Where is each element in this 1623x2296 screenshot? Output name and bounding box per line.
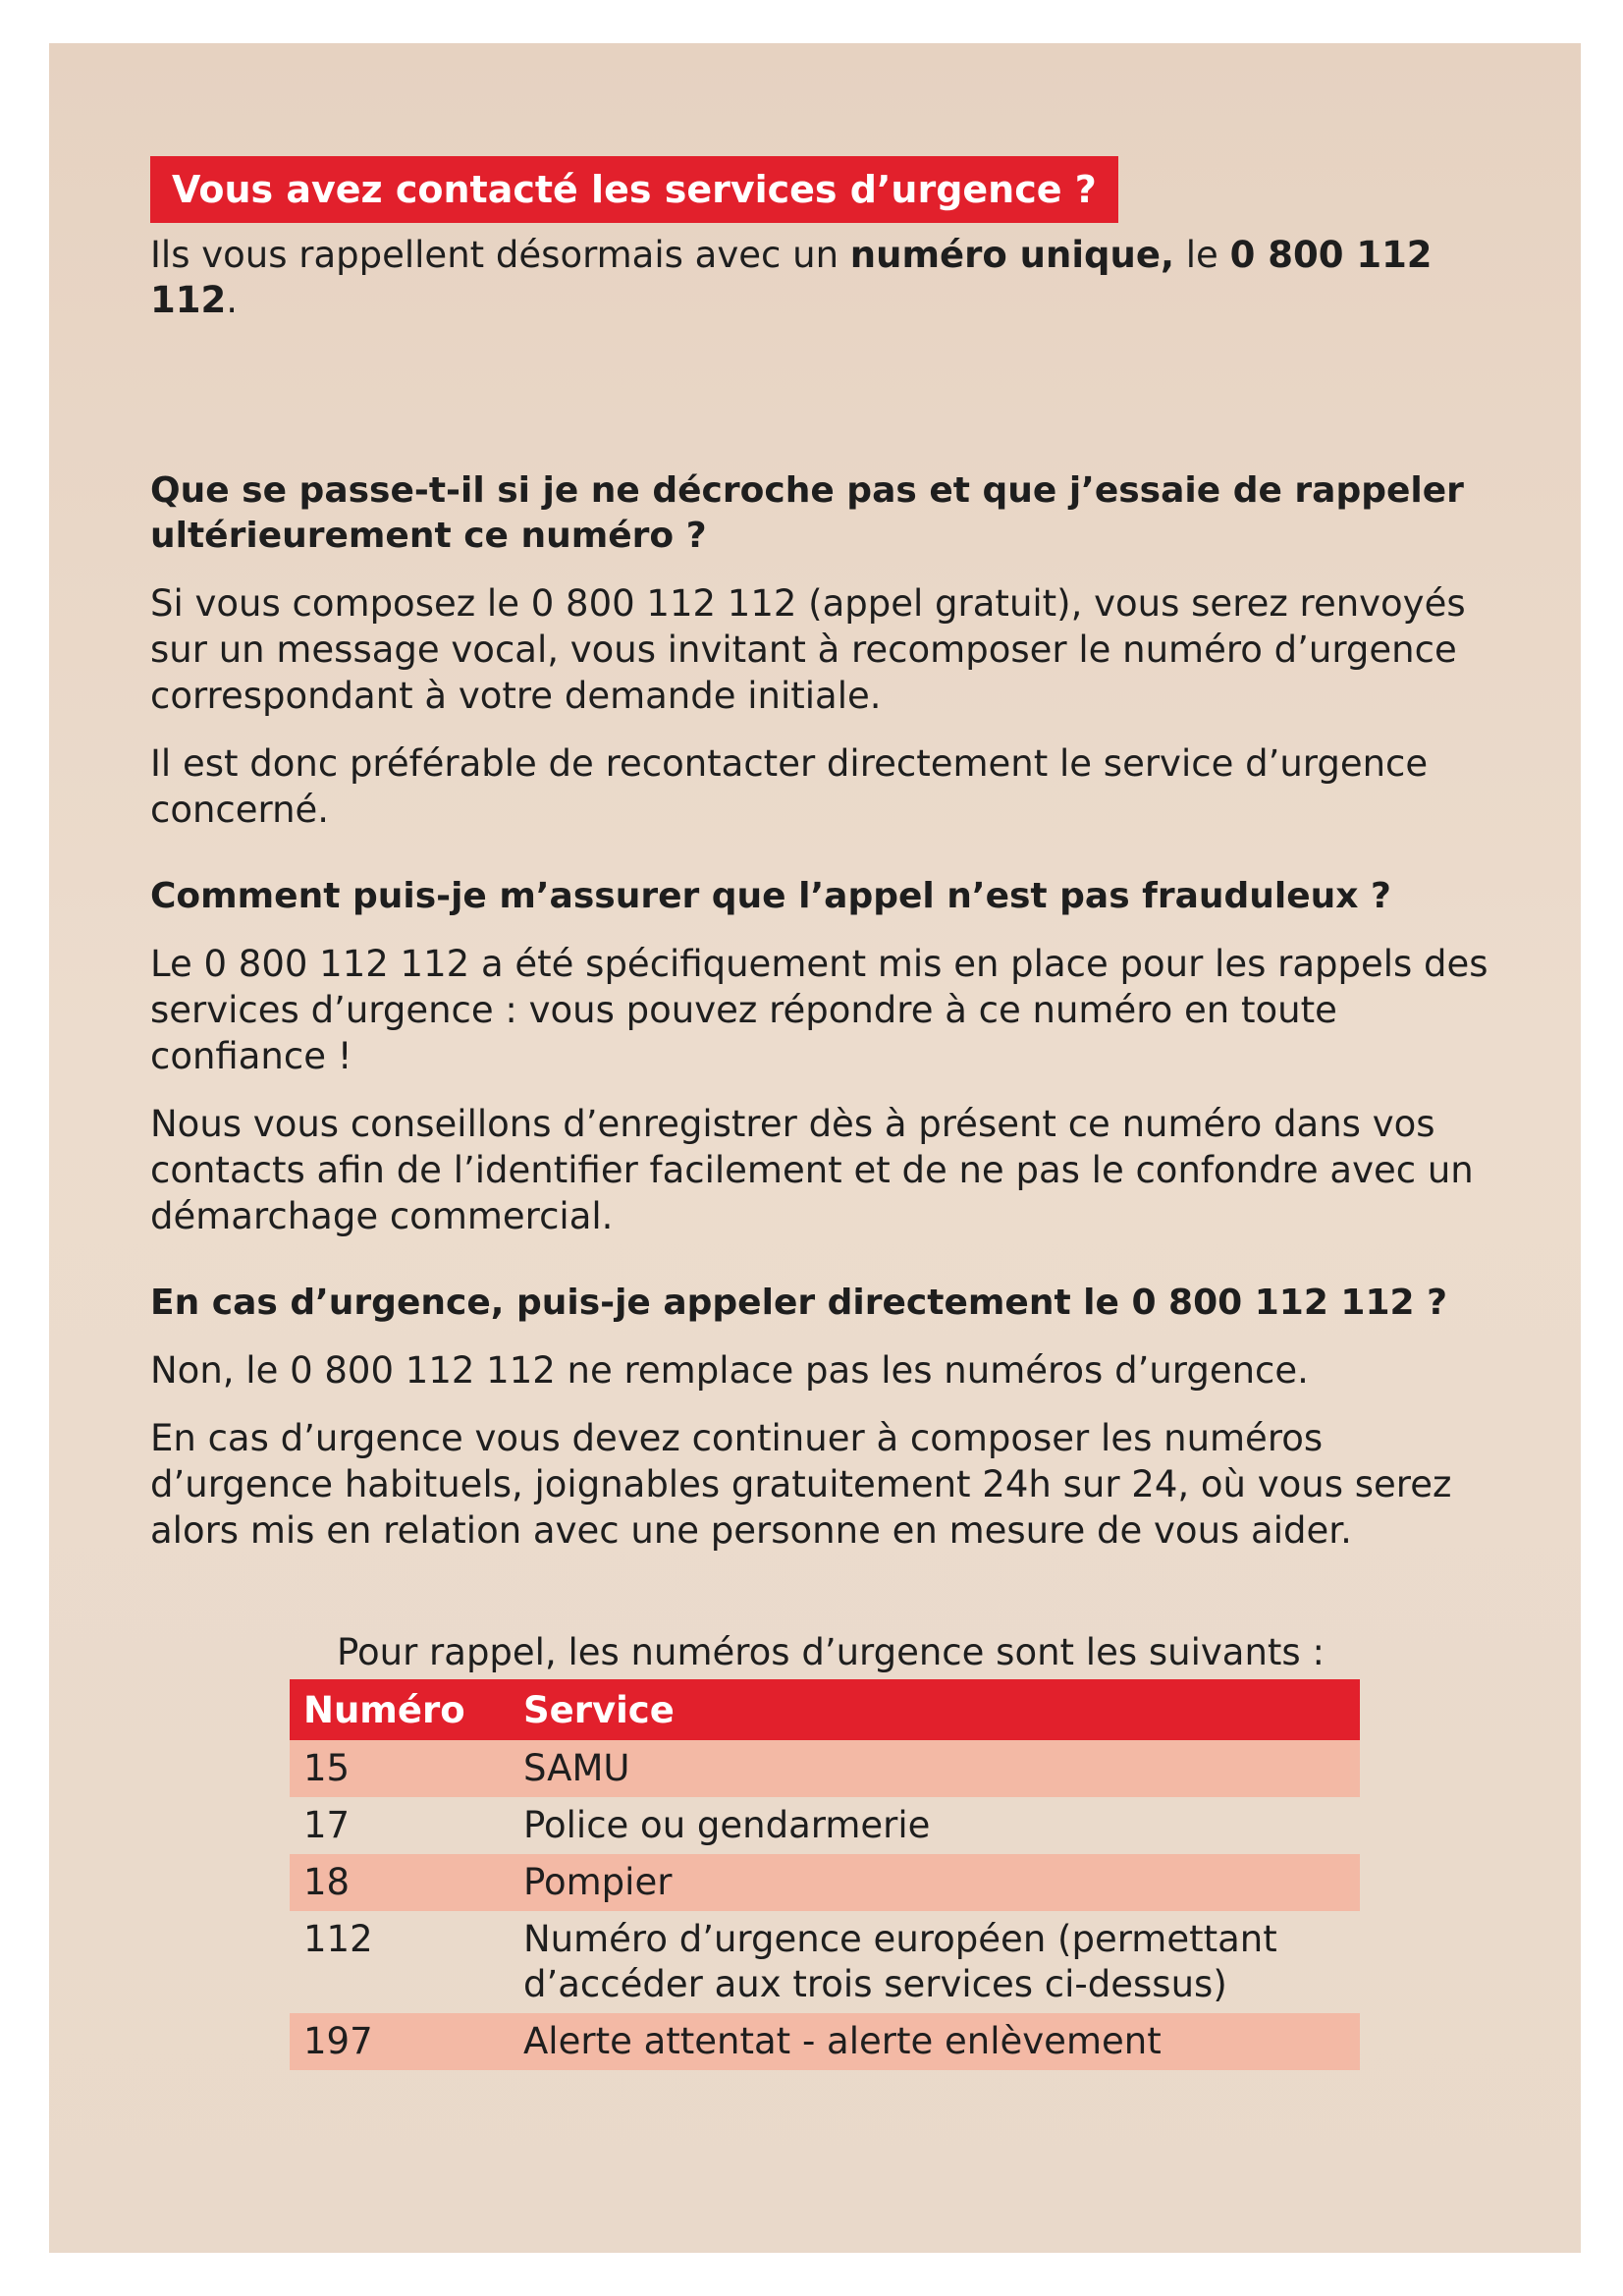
header-service: Service xyxy=(510,1679,1360,1740)
answer-1-paragraph-2: Il est donc préférable de recontacter directement le service d’urgence concerné. xyxy=(150,742,1429,831)
cell-number: 17 xyxy=(303,1804,351,1846)
table-row xyxy=(290,1854,1360,1911)
cell-service: Police ou gendarmerie xyxy=(523,1804,931,1846)
main-content xyxy=(150,156,1505,1554)
cell-number: 197 xyxy=(290,2013,510,2070)
answer-1-paragraph-1: Si vous composez le 0 800 112 112 (appel gratuit), vous serez renvoyés sur un message vocal, vous invitant à recomposer le numéro d’urgence correspondant à votre demande initiale. xyxy=(150,582,1466,717)
answer-2-paragraph-1: Le 0 800 112 112 a été spécifiquement mis en place pour les rappels des services d’urgence : vous pouvez répondre à ce numéro en toute confiance ! xyxy=(150,943,1488,1077)
table-row xyxy=(290,1740,1360,1797)
intro-before: Ils vous rappellent désormais avec un xyxy=(150,234,850,276)
header-banner: Vous avez contacté les services d’urgence ? xyxy=(150,156,1118,223)
intro-mid: le xyxy=(1174,234,1230,276)
intro-text xyxy=(150,233,1505,323)
table-header-row xyxy=(290,1679,1360,1740)
header-numero: Numéro xyxy=(290,1679,510,1740)
answer-2-paragraph-2: Nous vous conseillons d’enregistrer dès à présent ce numéro dans vos contacts afin de l’identifier facilement et de ne pas le confondre avec un démarchage commercial. xyxy=(150,1103,1474,1237)
table-row xyxy=(290,1911,1360,2013)
cell-number: 112 xyxy=(303,1918,373,1960)
question-3: En cas d’urgence, puis-je appeler directement le 0 800 112 112 ? xyxy=(150,1283,1447,1323)
cell-service: Pompier xyxy=(510,1854,1360,1911)
table-row xyxy=(290,1797,1360,1854)
intro-end: . xyxy=(226,279,238,321)
table-caption: Pour rappel, les numéros d’urgence sont les suivants : xyxy=(337,1631,1325,1673)
cell-service: SAMU xyxy=(510,1740,1360,1797)
question-1: Que se passe-t-il si je ne décroche pas et que j’essaie de rappeler ultérieurement ce numéro ? xyxy=(150,470,1464,556)
cell-service: Numéro d’urgence européen (permettant d’accéder aux trois services ci-dessus) xyxy=(523,1918,1277,2005)
intro-bold-number: 0 800 112 112 xyxy=(150,234,1433,321)
emergency-numbers-block xyxy=(290,1630,1360,2070)
answer-3-paragraph-1: Non, le 0 800 112 112 ne remplace pas les numéros d’urgence. xyxy=(150,1349,1309,1392)
intro-bold-unique: numéro unique, xyxy=(849,234,1174,276)
cell-number: 15 xyxy=(290,1740,510,1797)
question-2: Comment puis-je m’assurer que l’appel n’est pas frauduleux ? xyxy=(150,876,1391,916)
table-row xyxy=(290,2013,1360,2070)
answer-3-paragraph-2: En cas d’urgence vous devez continuer à composer les numéros d’urgence habituels, joignables gratuitement 24h sur 24, où vous serez alors mis en relation avec une personne en mesure de vous aider. xyxy=(150,1417,1452,1552)
cell-service: Alerte attentat - alerte enlèvement xyxy=(510,2013,1360,2070)
emergency-numbers-table xyxy=(290,1679,1360,2070)
cell-number: 18 xyxy=(290,1854,510,1911)
